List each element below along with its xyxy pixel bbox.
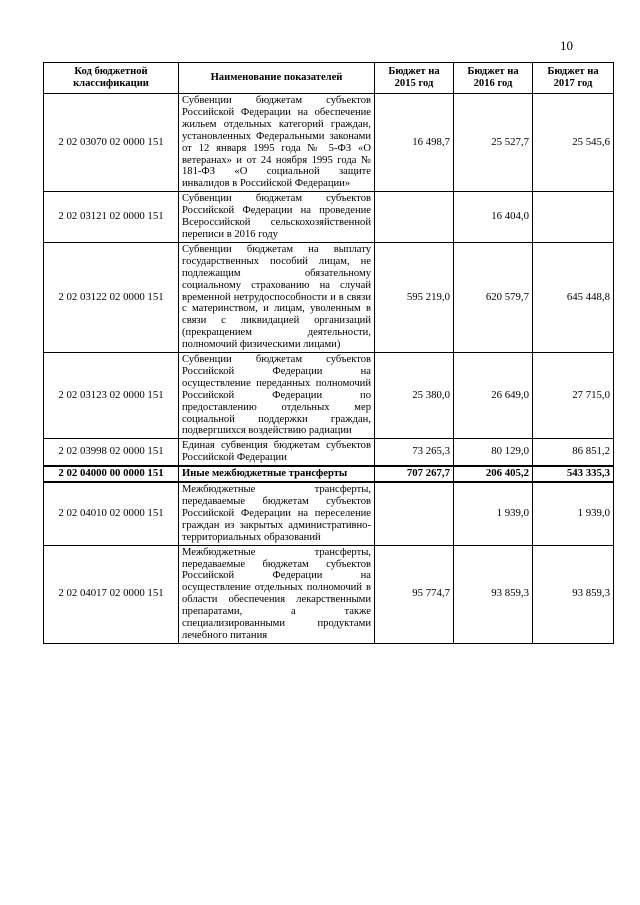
- row-2017: 25 545,6: [533, 94, 614, 192]
- row-name: Субвенции бюджетам субъектов Российской Федерации на осуществление переданных полномочий Российской Федерации по предоставлению отдельных мер социальной поддержки граждан, подвергшихся воздействию радиации: [179, 353, 375, 439]
- header-code: Код бюджетной классификации: [44, 63, 179, 94]
- row-code: 2 02 03070 02 0000 151: [44, 94, 179, 192]
- row-code: 2 02 03121 02 0000 151: [44, 192, 179, 243]
- row-2017: 93 859,3: [533, 545, 614, 643]
- header-2016: Бюджет на 2016 год: [454, 63, 533, 94]
- row-code: 2 02 03998 02 0000 151: [44, 439, 179, 466]
- row-2017: 27 715,0: [533, 353, 614, 439]
- row-code: 2 02 03123 02 0000 151: [44, 353, 179, 439]
- row-name: Единая субвенция бюджетам субъектов Российской Федерации: [179, 439, 375, 466]
- row-name: Межбюджетные трансферты, передаваемые бюджетам субъектов Российской Федерации на переселение граждан из закрытых административно-территориальных образований: [179, 482, 375, 545]
- row-2016: 93 859,3: [454, 545, 533, 643]
- header-name: Наименование показателей: [179, 63, 375, 94]
- table-row: [44, 94, 614, 192]
- table-row: [44, 439, 614, 466]
- table-header-row: [44, 63, 614, 94]
- header-2015: Бюджет на 2015 год: [375, 63, 454, 94]
- table-row-total: [44, 466, 614, 482]
- row-2016: 16 404,0: [454, 192, 533, 243]
- table-row: [44, 482, 614, 545]
- row-code: 2 02 04000 00 0000 151: [44, 466, 179, 482]
- row-2016: 620 579,7: [454, 242, 533, 352]
- row-name: Субвенции бюджетам на выплату государственных пособий лицам, не подлежащим обязательному социальному страхованию на случай временной нетрудоспособности и в связи с материнством, и лицам, уволенным в связи с ликвидацией организаций (прекращением деятельности, полномочий физическими лицами): [179, 242, 375, 352]
- row-2016: 25 527,7: [454, 94, 533, 192]
- table-row: [44, 545, 614, 643]
- row-2016: 80 129,0: [454, 439, 533, 466]
- row-2017: 543 335,3: [533, 466, 614, 482]
- table-row: [44, 192, 614, 243]
- row-name: Иные межбюджетные трансферты: [179, 466, 375, 482]
- row-code: 2 02 04010 02 0000 151: [44, 482, 179, 545]
- row-code: 2 02 04017 02 0000 151: [44, 545, 179, 643]
- row-name: Субвенции бюджетам субъектов Российской Федерации на обеспечение жильем отдельных категорий граждан, установленных Федеральными законами от 12 января 1995 года № 5-ФЗ «О ветеранах» и от 24 ноября 1995 года № 181-ФЗ «О социальной защите инвалидов в Российской Федерации»: [179, 94, 375, 192]
- table-row: [44, 242, 614, 352]
- row-2017: 1 939,0: [533, 482, 614, 545]
- row-code: 2 02 03122 02 0000 151: [44, 242, 179, 352]
- row-2015: [375, 192, 454, 243]
- row-name: Межбюджетные трансферты, передаваемые бюджетам субъектов Российской Федерации на осуществление отдельных полномочий в области обеспечения лекарственными препаратами, а также специализированными продуктами лечебного питания: [179, 545, 375, 643]
- row-2016: 26 649,0: [454, 353, 533, 439]
- row-2015: 16 498,7: [375, 94, 454, 192]
- row-2015: 707 267,7: [375, 466, 454, 482]
- table-row: [44, 353, 614, 439]
- row-name: Субвенции бюджетам субъектов Российской Федерации на проведение Всероссийской сельскохозяйственной переписи в 2016 году: [179, 192, 375, 243]
- row-2017: 645 448,8: [533, 242, 614, 352]
- row-2015: [375, 482, 454, 545]
- row-2015: 95 774,7: [375, 545, 454, 643]
- row-2015: 73 265,3: [375, 439, 454, 466]
- row-2015: 595 219,0: [375, 242, 454, 352]
- page-number: 10: [560, 38, 573, 53]
- row-2016: 1 939,0: [454, 482, 533, 545]
- header-2017: Бюджет на 2017 год: [533, 63, 614, 94]
- row-2017: 86 851,2: [533, 439, 614, 466]
- row-2015: 25 380,0: [375, 353, 454, 439]
- row-2016: 206 405,2: [454, 466, 533, 482]
- row-2017: [533, 192, 614, 243]
- budget-table: [43, 62, 614, 644]
